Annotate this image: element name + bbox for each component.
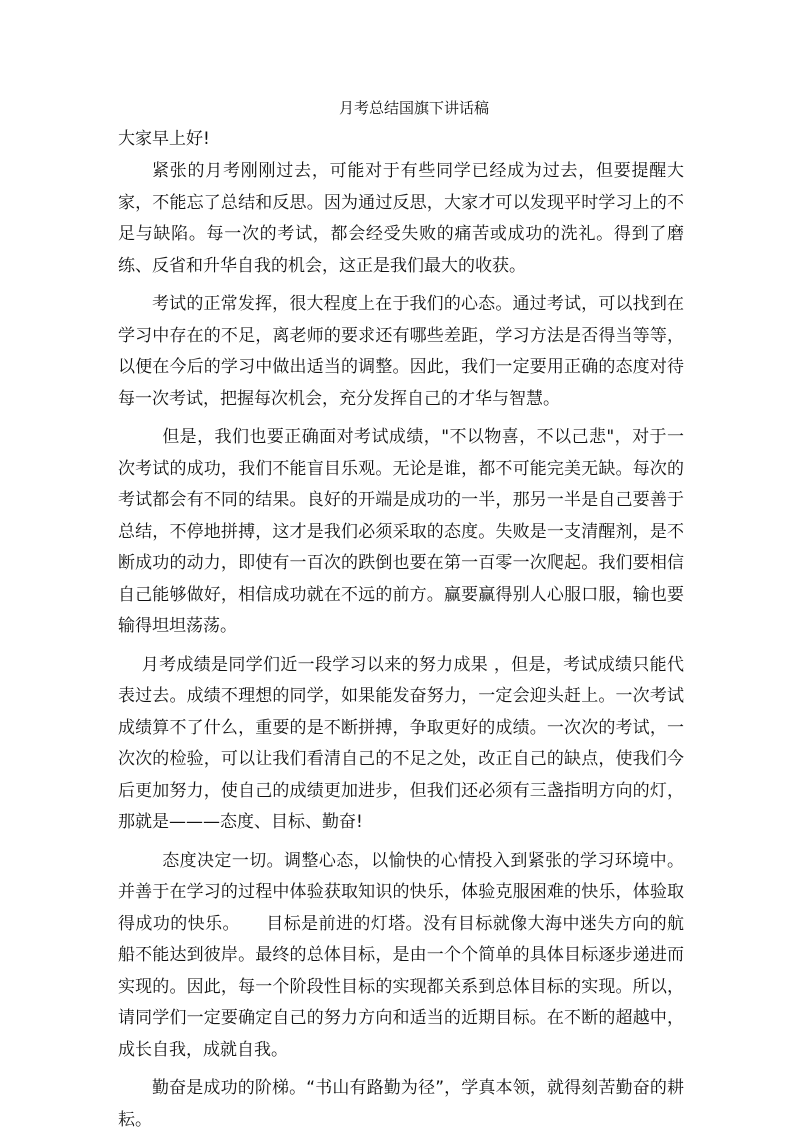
paragraph-face-results: 但是，我们也要正确面对考试成绩，"不以物喜，不以己悲"，对于一次考试的成功，我们不能盲目乐观。无论是谁，都不可能完美无缺。每次的考试都会有不同的结果。良好的开端是成功的一半，那另一半是自己要善于总结，不停地拼搏，这才是我们必须采取的态度。失败是一支清醒剂，是不断成功的动力，即使有一百次的跌倒也要在第一百零一次爬起。我们要相信自己能够做好，相信成功就在不远的前方。赢要赢得别人心服口服，输也要输得坦坦荡荡。 — [118, 427, 684, 636]
paragraph-attitude-goals: 态度决定一切。调整心态，以愉快的心情投入到紧张的学习环境中。并善于在学习的过程中体验获取知识的快乐，体验克服困难的快乐，体验取得成功的快乐。 目标是前进的灯塔。没有目标就像大海中迷失方向的航船不能达到彼岸。最终的总体目标，是由一个个简单的具体目标逐步递进而实现的。因此，每一个阶段性目标的实现都关系到总体目标的实现。所以，请同学们一定要确定自己的努力方向和适当的近期目标。在不断的超越中，成长自我，成就自我。 — [118, 850, 684, 1060]
paragraph-monthly-results: 月考成绩是同学们近一段学习以来的努力成果 ，但是，考试成绩只能代表过去。成绩不理想的同学，如果能发奋努力，一定会迎头赶上。一次考试成绩算不了什么，重要的是不断拼搏，争取更好的成绩。一次次的考试，一次次的检验，可以让我们看清自己的不足之处，改正自己的缺点，使我们今后更加努力，使自己的成绩更加进步，但我们还必须有三盏指明方向的灯，那就是———态度、目标、勤奋! — [118, 654, 684, 832]
paragraph-diligence: 勤奋是成功的阶梯。“书山有路勤为径”，学真本领，就得刻苦勤奋的耕耘。 — [118, 1078, 684, 1130]
document-page — [118, 96, 684, 1143]
paragraph-reflection: 紧张的月考刚刚过去，可能对于有些同学已经成为过去，但要提醒大家，不能忘了总结和反思。因为通过反思，大家才可以发现平时学习上的不足与缺陷。每一次的考试，都会经受失败的痛苦或成功的洗礼。得到了磨练、反省和升华自我的机会，这正是我们最大的收获。 — [118, 161, 684, 276]
document-title: 月考总结国旗下讲话稿 — [338, 99, 489, 117]
paragraph-mindset: 考试的正常发挥，很大程度上在于我们的心态。通过考试，可以找到在学习中存在的不足，离老师的要求还有哪些差距，学习方法是否得当等等，以便在今后的学习中做出适当的调整。因此，我们一定要用正确的态度对待每一次考试，把握每次机会，充分发挥自己的才华与智慧。 — [118, 294, 684, 409]
salutation: 大家早上好! — [118, 129, 210, 149]
